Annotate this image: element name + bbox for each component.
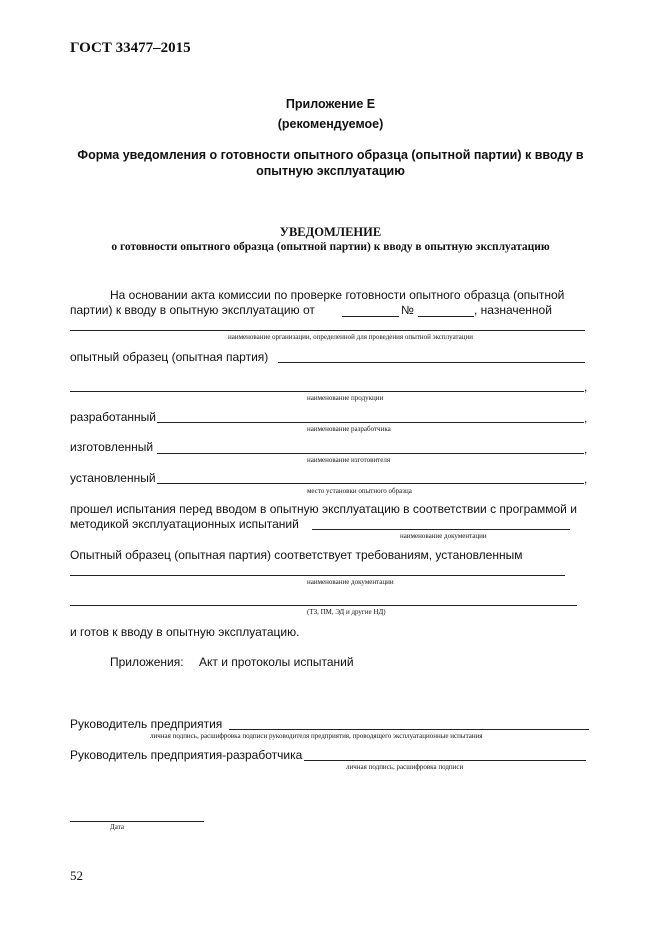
appendix-status: (рекомендуемое) bbox=[277, 117, 384, 131]
caption-manufacturer: наименование изготовителя bbox=[307, 456, 391, 464]
normative-doc-field-line bbox=[70, 605, 577, 606]
para1-line2-end: , назначенной bbox=[474, 303, 552, 317]
caption-installation-place: место установки опытного образца bbox=[307, 487, 412, 495]
caption-requirements-doc: наименование документации bbox=[307, 578, 394, 586]
head-signature-label: Руководитель предприятия bbox=[70, 717, 223, 731]
notice-subheading: о готовности опытного образца (опытной партии) к вводу в опытную эксплуатацию bbox=[111, 241, 550, 253]
caption-product: наименование продукции bbox=[307, 394, 384, 402]
developer-head-signature-field-line bbox=[304, 760, 586, 761]
caption-developer: наименование разработчика bbox=[307, 425, 391, 433]
sample-label: опытный образец (опытная партия) bbox=[70, 350, 269, 364]
page-number: 52 bbox=[70, 868, 83, 883]
comma: , bbox=[584, 411, 588, 425]
developer-field-line bbox=[157, 422, 584, 423]
number-field-line bbox=[418, 316, 474, 317]
requirements-doc-field-line bbox=[70, 575, 565, 576]
caption-head-signature: личная подпись, расшифровка подписи руководителя предприятия, проводящего эксплуатационные испытания bbox=[150, 732, 483, 740]
attachments-value: Акт и протоколы испытаний bbox=[199, 655, 354, 669]
ready-line: и готов к вводу в опытную эксплуатацию. bbox=[70, 625, 300, 639]
tested-line1: прошел испытания перед вводом в опытную эксплуатацию в соответствии с программой и bbox=[70, 502, 577, 516]
manufactured-label: изготовленный bbox=[70, 440, 154, 454]
caption-date: Дата bbox=[110, 823, 124, 831]
form-title-line2: опытную эксплуатацию bbox=[256, 164, 405, 178]
sample-field-line bbox=[278, 362, 585, 363]
comma: , bbox=[584, 472, 588, 486]
para1-line1: На основании акта комиссии по проверке готовности опытного образца (опытной bbox=[110, 288, 565, 302]
number-sign: № bbox=[401, 303, 414, 317]
para1-line2-start: партии) к вводу в опытную эксплуатацию от bbox=[70, 303, 315, 317]
organization-field-line bbox=[70, 330, 585, 331]
developed-label: разработанный bbox=[70, 410, 156, 424]
notice-heading: УВЕДОМЛЕНИЕ bbox=[279, 225, 382, 239]
developer-head-signature-label: Руководитель предприятия-разработчика bbox=[70, 748, 303, 762]
head-signature-field-line bbox=[229, 729, 589, 730]
caption-developer-head-signature: личная подпись, расшифровка подписи bbox=[346, 763, 464, 771]
manufacturer-field-line bbox=[157, 453, 584, 454]
form-title-line1: Форма уведомления о готовности опытного образца (опытной партии) к вводу в bbox=[77, 148, 584, 162]
caption-documentation: наименование документации bbox=[400, 532, 487, 540]
attachments-label: Приложения: bbox=[110, 655, 184, 669]
documentation-field-line bbox=[312, 529, 570, 530]
caption-organization: наименование организации, определенной для проведения опытной эксплуатации bbox=[228, 333, 473, 341]
date-field-line bbox=[342, 316, 399, 317]
standard-code: ГОСТ 33477–2015 bbox=[70, 40, 191, 56]
tested-line2: методикой эксплуатационных испытаний bbox=[70, 517, 299, 531]
product-field-line bbox=[70, 391, 584, 392]
installation-place-field-line bbox=[157, 483, 584, 484]
installed-label: установленный bbox=[70, 471, 156, 485]
comma: , bbox=[584, 380, 588, 394]
caption-normative-docs: (ТЗ, ПМ, ЭД и другие НД) bbox=[307, 608, 386, 616]
date-signature-field-line bbox=[70, 821, 204, 822]
appendix-title: Приложение Е bbox=[285, 97, 376, 111]
comma: , bbox=[584, 442, 588, 456]
conformity-line: Опытный образец (опытная партия) соответствует требованиям, установленным bbox=[70, 548, 523, 562]
